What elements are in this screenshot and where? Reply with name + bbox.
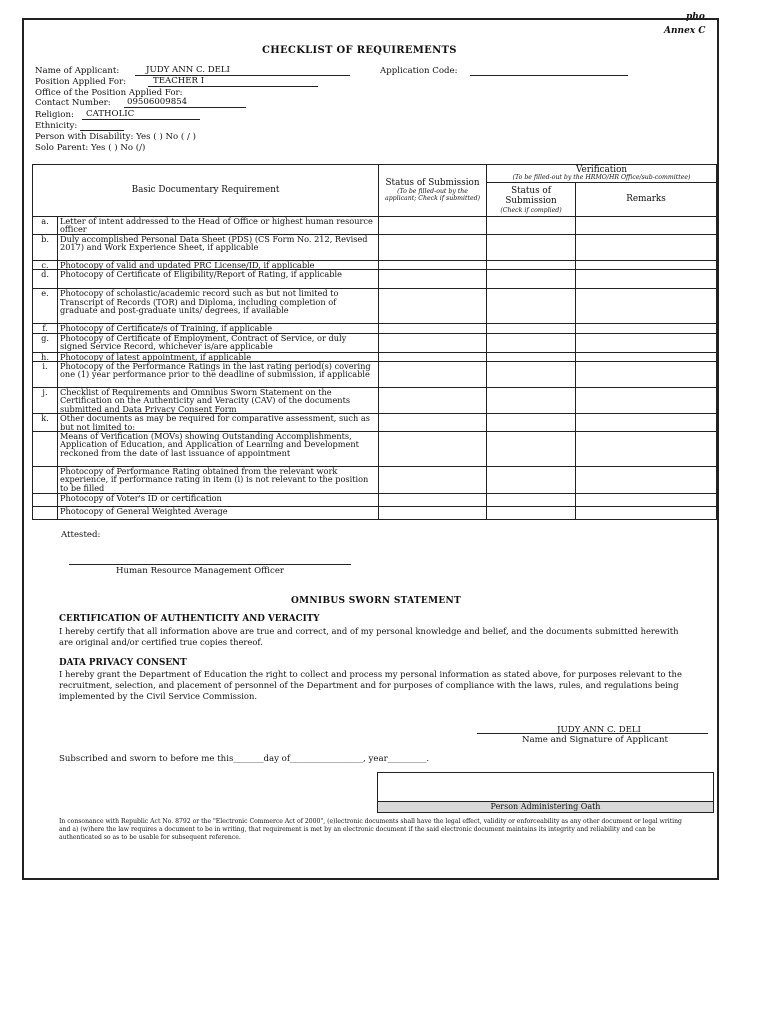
row-requirement-text: Photocopy of scholastic/academic record such as but not limited to Transcript of Records (TOR) and Diploma, including completion of graduate and post-graduate units/ degrees, if available	[58, 289, 379, 324]
oath-label: Person Administering Oath	[378, 801, 713, 812]
row-letter: a.	[33, 217, 58, 235]
verification-status-cell[interactable]	[487, 414, 576, 432]
table-row	[33, 414, 717, 432]
remarks-cell[interactable]	[576, 388, 717, 414]
row-requirement-text: Duly accomplished Personal Data Sheet (PDS) (CS Form No. 212, Revised 2017) and Work Experience Sheet, if applicable	[58, 234, 379, 260]
header-status2-note: (Check if complied)	[500, 206, 562, 214]
verification-status-cell[interactable]	[487, 352, 576, 361]
status-cell[interactable]	[379, 324, 487, 333]
verification-status-cell[interactable]	[487, 432, 576, 467]
row-letter	[33, 432, 58, 467]
header-status	[379, 165, 487, 217]
row-requirement-text: Means of Verification (MOVs) showing Outstanding Accomplishments, Application of Education, and Application of Learning and Development reckoned from the date of last issuance of appointment	[58, 432, 379, 467]
name-label: Name of Applicant:	[35, 66, 120, 76]
requirements-table	[32, 164, 717, 520]
verification-status-cell[interactable]	[487, 362, 576, 388]
status-cell[interactable]	[379, 270, 487, 289]
row-letter: f.	[33, 324, 58, 333]
solo-parent-line: Solo Parent: Yes ( ) No (/)	[35, 143, 146, 153]
header-verification-label: Verification	[575, 164, 628, 175]
ethnicity-label: Ethnicity:	[35, 121, 78, 131]
signer-name: JUDY ANN C. DELI	[557, 725, 641, 735]
table-row	[33, 270, 717, 289]
omnibus-title: OMNIBUS SWORN STATEMENT	[291, 596, 462, 606]
code-line[interactable]	[470, 75, 628, 76]
verification-status-cell[interactable]	[487, 289, 576, 324]
header-basic: Basic Documentary Requirement	[33, 165, 379, 217]
remarks-cell[interactable]	[576, 467, 717, 494]
religion-value: CATHOLIC	[86, 109, 135, 119]
verification-status-cell[interactable]	[487, 507, 576, 520]
row-requirement-text: Checklist of Requirements and Omnibus Sworn Statement on the Certification on the Authenticity and Veracity (CAV) of the documents submitted and Data Privacy Consent Form	[58, 388, 379, 414]
remarks-cell[interactable]	[576, 333, 717, 352]
row-requirement-text: Photocopy of Voter's ID or certification	[58, 494, 379, 507]
table-row	[33, 362, 717, 388]
table-row	[33, 432, 717, 467]
code-label: Application Code:	[380, 66, 458, 76]
row-requirement-text: Photocopy of latest appointment, if applicable	[58, 352, 379, 361]
header-status2	[487, 183, 576, 217]
status-cell[interactable]	[379, 432, 487, 467]
privacy-title: DATA PRIVACY CONSENT	[59, 658, 187, 668]
table-row	[33, 324, 717, 333]
table-row	[33, 289, 717, 324]
corner-label: pho	[686, 12, 705, 22]
contact-value: 09506009854	[127, 97, 188, 107]
remarks-cell[interactable]	[576, 260, 717, 269]
remarks-cell[interactable]	[576, 217, 717, 235]
status-cell[interactable]	[379, 414, 487, 432]
remarks-cell[interactable]	[576, 507, 717, 520]
requirements-rows	[33, 217, 717, 520]
row-requirement-text: Letter of intent addressed to the Head of Office or highest human resource officer	[58, 217, 379, 235]
cert-title: CERTIFICATION OF AUTHENTICITY AND VERACITY	[59, 614, 320, 624]
table-row	[33, 234, 717, 260]
header-status-note: (To be filled-out by the applicant; Check if submitted)	[385, 188, 481, 203]
status-cell[interactable]	[379, 352, 487, 361]
status-cell[interactable]	[379, 467, 487, 494]
row-requirement-text: Photocopy of Certificate/s of Training, if applicable	[58, 324, 379, 333]
row-letter: c.	[33, 260, 58, 269]
verification-status-cell[interactable]	[487, 270, 576, 289]
table-row	[33, 217, 717, 235]
verification-status-cell[interactable]	[487, 388, 576, 414]
contact-line	[124, 107, 246, 108]
remarks-cell[interactable]	[576, 289, 717, 324]
row-letter: i.	[33, 362, 58, 388]
table-row	[33, 333, 717, 352]
row-requirement-text: Photocopy of Certificate of Employment, Contract of Service, or duly signed Service Record, whichever is/are applicable	[58, 333, 379, 352]
name-value: JUDY ANN C. DELI	[146, 65, 230, 75]
verification-status-cell[interactable]	[487, 333, 576, 352]
remarks-cell[interactable]	[576, 324, 717, 333]
hrmo-label: Human Resource Management Officer	[116, 566, 285, 576]
oath-signature-box[interactable]	[377, 772, 714, 813]
remarks-cell[interactable]	[576, 352, 717, 361]
row-requirement-text: Photocopy of General Weighted Average	[58, 507, 379, 520]
status-cell[interactable]	[379, 333, 487, 352]
verification-status-cell[interactable]	[487, 467, 576, 494]
legal-footnote: In consonance with Republic Act No. 8792 or the "Electronic Commerce Act of 2000", (e)lectronic documents shall have the legal effect, validity or enforceability as any other document or legal writing and a) (w)here the law requires a document to be in writing, that requirement is met by an electronic document if the said electronic document maintains its integrity and reliability and can be authenticated so as to be usable for subsequent reference.	[59, 818, 682, 841]
row-requirement-text: Other documents as may be required for comparative assessment, such as but not limited to:	[58, 414, 379, 432]
verification-status-cell[interactable]	[487, 217, 576, 235]
table-row	[33, 467, 717, 494]
verification-status-cell[interactable]	[487, 324, 576, 333]
sworn-line: Subscribed and sworn to before me this_______day of_________________, year_________.	[59, 754, 430, 764]
status-cell[interactable]	[379, 362, 487, 388]
status-cell[interactable]	[379, 234, 487, 260]
header-remarks: Remarks	[576, 183, 717, 217]
signer-label: Name and Signature of Applicant	[522, 735, 668, 745]
remarks-cell[interactable]	[576, 362, 717, 388]
status-cell[interactable]	[379, 289, 487, 324]
status-cell[interactable]	[379, 388, 487, 414]
religion-line	[82, 119, 200, 120]
annex-label: Annex C	[664, 26, 706, 36]
row-letter: d.	[33, 270, 58, 289]
row-requirement-text: Photocopy of the Performance Ratings in the last rating period(s) covering one (1) year performance prior to the deadline of submission, if applicable	[58, 362, 379, 388]
religion-label: Religion:	[35, 110, 74, 120]
privacy-text: I hereby grant the Department of Education the right to collect and process my personal information as stated above, for purposes relevant to the recruitment, selection, and placement of personnel of the Department and for purposes of compliance with the laws, rules, and regulations being implemented by the Civil Service Commission.	[59, 669, 682, 701]
table-row	[33, 507, 717, 520]
verification-status-cell[interactable]	[487, 494, 576, 507]
contact-label: Contact Number:	[35, 98, 111, 108]
status-cell[interactable]	[379, 494, 487, 507]
verification-status-cell[interactable]	[487, 260, 576, 269]
remarks-cell[interactable]	[576, 432, 717, 467]
header-status2-label: Status of Submission	[505, 185, 557, 206]
office-label: Office of the Position Applied For:	[35, 88, 183, 98]
status-cell[interactable]	[379, 507, 487, 520]
remarks-cell[interactable]	[576, 234, 717, 260]
remarks-cell[interactable]	[576, 270, 717, 289]
table-row	[33, 494, 717, 507]
ethnicity-line[interactable]	[80, 130, 124, 131]
row-letter	[33, 467, 58, 494]
remarks-cell[interactable]	[576, 494, 717, 507]
pwd-line: Person with Disability: Yes ( ) No ( / )	[35, 132, 196, 142]
row-letter: g.	[33, 333, 58, 352]
row-letter: e.	[33, 289, 58, 324]
row-letter	[33, 494, 58, 507]
row-requirement-text: Photocopy of Certificate of Eligibility/Report of Rating, if applicable	[58, 270, 379, 289]
header-verification-note: (To be filled-out by the HRMO/HR Office/sub-committee)	[512, 174, 691, 182]
verification-status-cell[interactable]	[487, 234, 576, 260]
row-letter: b.	[33, 234, 58, 260]
row-letter	[33, 507, 58, 520]
header-verification	[487, 165, 717, 183]
position-label: Position Applied For:	[35, 77, 127, 87]
row-letter: h.	[33, 352, 58, 361]
cert-text: I hereby certify that all information above are true and correct, and of my personal knowledge and belief, and the documents submitted herewith are original and/or certified true copies thereof.	[59, 626, 679, 647]
row-letter: k.	[33, 414, 58, 432]
status-cell[interactable]	[379, 260, 487, 269]
header-status-label: Status of Submission	[385, 177, 480, 188]
remarks-cell[interactable]	[576, 414, 717, 432]
row-letter: j.	[33, 388, 58, 414]
row-requirement-text: Photocopy of valid and updated PRC License/ID, if applicable	[58, 260, 379, 269]
attested-label: Attested:	[61, 530, 101, 540]
position-value: TEACHER I	[153, 76, 205, 86]
hrmo-signature-line[interactable]	[69, 564, 351, 565]
status-cell[interactable]	[379, 217, 487, 235]
row-requirement-text: Photocopy of Performance Rating obtained from the relevant work experience, if performance rating in item (i) is not relevant to the position to be filled	[58, 467, 379, 494]
position-line	[148, 86, 318, 87]
form-title: CHECKLIST OF REQUIREMENTS	[262, 45, 457, 56]
table-row	[33, 388, 717, 414]
